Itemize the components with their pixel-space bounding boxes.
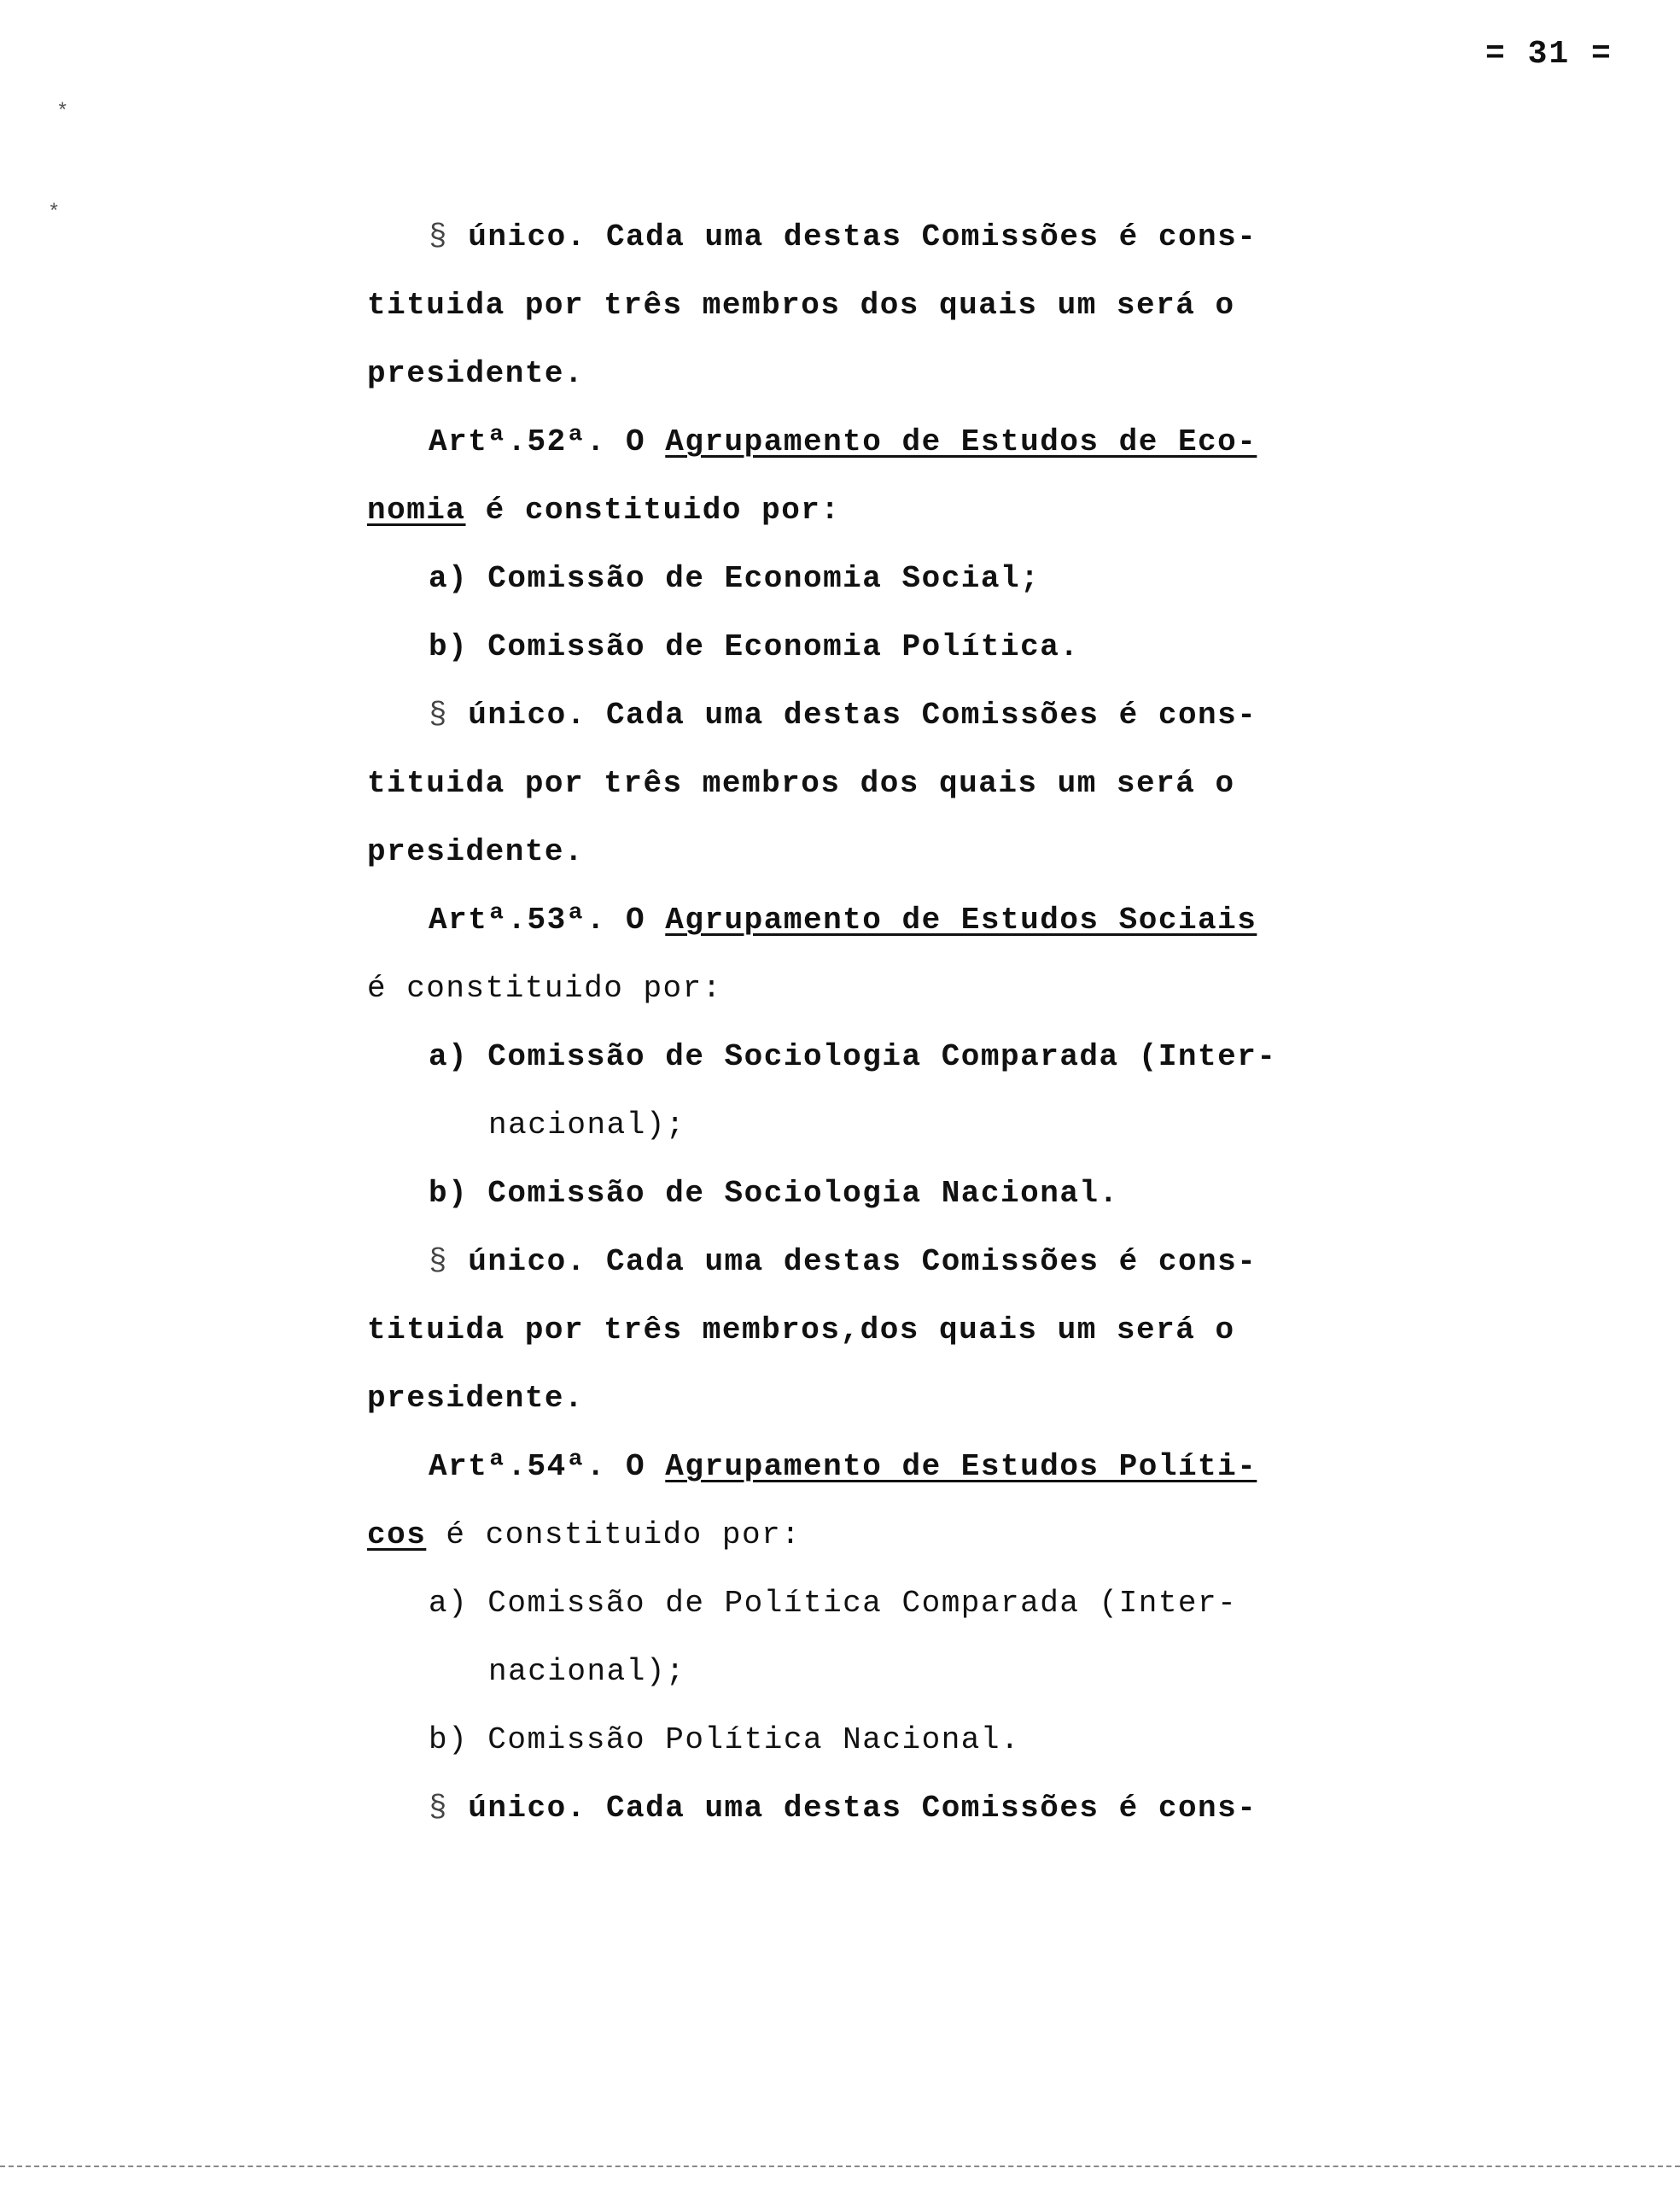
list-item-continuation: nacional); [488, 1654, 686, 1689]
list-item: a) Comissão de Economia Social; [429, 561, 1041, 596]
text-span: único. Cada uma destas Comissões é cons- [448, 219, 1257, 254]
paragraph-unico-line [367, 203, 1323, 272]
text-line: presidente. [367, 356, 585, 391]
text-span: único. Cada uma destas Comissões é cons- [448, 698, 1257, 733]
article-number: Artª.54ª. O [429, 1449, 666, 1484]
text-line: tituida por três membros dos quais um será o [367, 766, 1235, 801]
section-sign: § [429, 1244, 449, 1279]
text-line: é constituido por: [367, 971, 722, 1006]
text-span: é constituido por: [465, 493, 841, 528]
article-54-heading [367, 1433, 1323, 1501]
text-span: único. Cada uma destas Comissões é cons- [448, 1791, 1257, 1826]
article-number: Artª.52ª. O [429, 424, 666, 459]
text-line: presidente. [367, 834, 585, 869]
list-item: b) Comissão de Sociologia Nacional. [429, 1176, 1119, 1211]
article-title-underlined: cos [367, 1517, 427, 1552]
page-number: = 31 = [1485, 36, 1613, 73]
text-line: tituida por três membros,dos quais um será o [367, 1312, 1235, 1347]
article-title-underlined: Agrupamento de Estudos de Eco- [665, 424, 1257, 459]
article-title-underlined: Agrupamento de Estudos Políti- [665, 1449, 1257, 1484]
paragraph-unico-line [367, 1228, 1323, 1296]
margin-asterisk-mark: * [48, 202, 61, 225]
margin-asterisk-mark: * [56, 101, 69, 124]
list-item: a) Comissão de Sociologia Comparada (Inter- [429, 1039, 1277, 1074]
paragraph-unico-line [367, 681, 1323, 750]
text-line: presidente. [367, 1381, 585, 1416]
text-span: é constituido por: [426, 1517, 802, 1552]
article-53-heading [367, 886, 1323, 955]
section-sign: § [429, 698, 449, 733]
section-sign: § [429, 219, 449, 254]
list-item: b) Comissão de Economia Política. [429, 629, 1080, 664]
document-body [367, 203, 1323, 1843]
text-line [367, 476, 1323, 545]
text-line: tituida por três membros dos quais um será o [367, 288, 1235, 323]
text-line [367, 1501, 1323, 1569]
article-number: Artª.53ª. O [429, 903, 666, 938]
list-item: a) Comissão de Política Comparada (Inter- [429, 1586, 1238, 1621]
list-item-continuation: nacional); [488, 1108, 686, 1143]
article-title-underlined: Agrupamento de Estudos Sociais [665, 903, 1257, 938]
list-item: b) Comissão Política Nacional. [429, 1722, 1021, 1757]
section-sign: § [429, 1791, 449, 1826]
text-span: único. Cada uma destas Comissões é cons- [448, 1244, 1257, 1279]
article-52-heading [367, 408, 1323, 476]
scan-edge-line [0, 2166, 1680, 2167]
article-title-underlined: nomia [367, 493, 466, 528]
paragraph-unico-line [367, 1774, 1323, 1843]
